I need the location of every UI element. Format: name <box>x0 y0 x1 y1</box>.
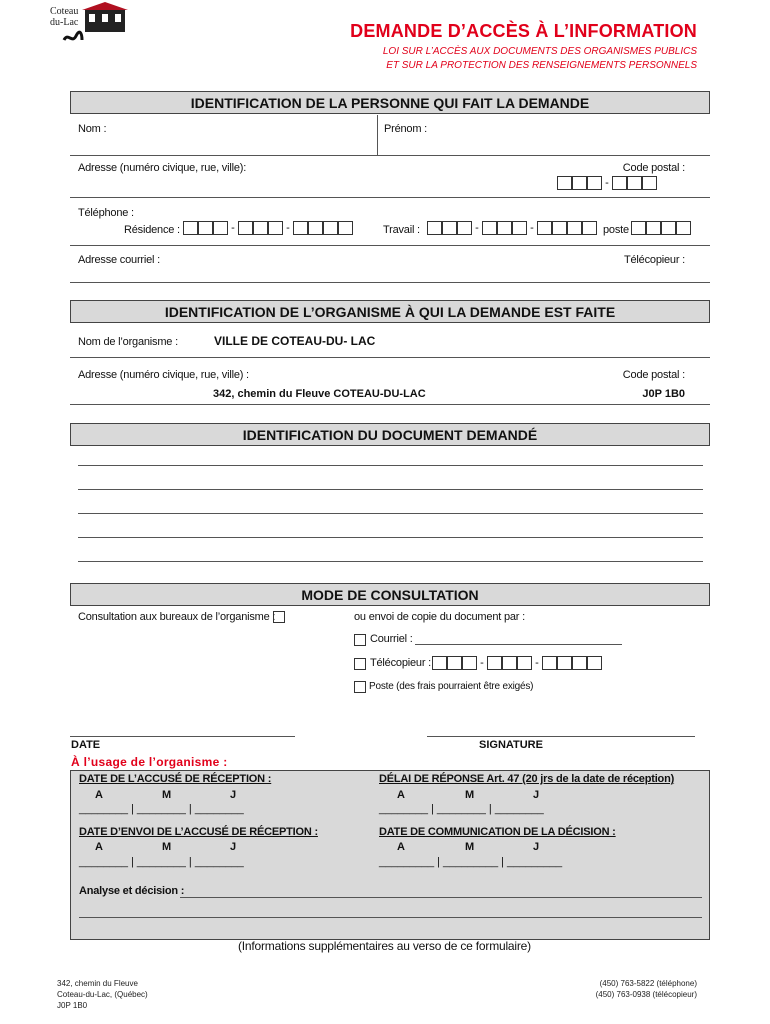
courriel-input-line[interactable] <box>415 644 622 645</box>
phone-box[interactable] <box>567 221 582 235</box>
phone-box[interactable] <box>457 221 472 235</box>
org-code-postal-value: J0P 1B0 <box>642 388 685 400</box>
telecopieur-label: Télécopieur : <box>624 254 685 266</box>
delai-date-fields[interactable]: ________ | ________ | ________ <box>379 803 544 815</box>
form-subtitle-line2: ET SUR LA PROTECTION DES RENSEIGNEMENTS PERSONNELS <box>386 60 697 71</box>
travail-label: Travail : <box>383 224 420 236</box>
city-logo <box>50 0 130 50</box>
poste-box[interactable] <box>646 221 661 235</box>
org-name-label: Nom de l’organisme : <box>78 336 178 348</box>
phone-box[interactable] <box>552 221 567 235</box>
footer-address-line2: Coteau-du-Lac, (Québec) <box>57 990 148 999</box>
poste-option-label: Poste (des frais pourraient être exigés) <box>369 681 534 692</box>
bureaux-checkbox[interactable] <box>273 611 285 623</box>
section-organization-title: IDENTIFICATION DE L’ORGANISME À QUI LA DEMANDE EST FAITE <box>70 300 710 323</box>
org-address-label: Adresse (numéro civique, rue, ville) : <box>78 369 249 381</box>
courriel-option-label: Courriel : <box>370 633 413 645</box>
date-line[interactable] <box>70 736 295 737</box>
section-requester-title: IDENTIFICATION DE LA PERSONNE QUI FAIT LA DEMANDE <box>70 91 710 114</box>
nom-label: Nom : <box>78 123 107 135</box>
residence-label: Résidence : <box>124 224 180 236</box>
telephone-row-line <box>70 245 710 246</box>
adresse-row-line <box>70 197 710 198</box>
residence-phone-input[interactable] <box>183 221 353 235</box>
j-col-label: J <box>230 789 237 801</box>
phone-box[interactable] <box>442 221 457 235</box>
telecopieur-option-label: Télécopieur : <box>370 657 431 669</box>
j-col-label: J <box>230 841 237 853</box>
fax-box[interactable] <box>542 656 557 670</box>
courriel-checkbox[interactable] <box>354 634 366 646</box>
poste-box[interactable] <box>631 221 646 235</box>
phone-box[interactable] <box>253 221 268 235</box>
footer-address <box>57 978 148 1011</box>
phone-box[interactable] <box>268 221 283 235</box>
phone-box[interactable] <box>323 221 338 235</box>
code-postal-box[interactable] <box>612 176 627 190</box>
envoi-label: ou envoi de copie du document par : <box>354 611 525 623</box>
fax-box[interactable] <box>572 656 587 670</box>
logo-text-line2: du-Lac <box>50 17 79 28</box>
org-code-postal-label: Code postal : <box>622 369 685 381</box>
phone-box[interactable] <box>338 221 353 235</box>
form-title: DEMANDE D’ACCÈS À L’INFORMATION <box>350 21 697 41</box>
phone-box[interactable] <box>238 221 253 235</box>
a-col-label: A <box>397 789 405 801</box>
phone-box[interactable] <box>582 221 597 235</box>
telecopieur-input[interactable] <box>432 656 602 670</box>
dash-separator: - <box>286 222 290 234</box>
communication-label: DATE DE COMMUNICATION DE LA DÉCISION : <box>379 826 616 838</box>
phone-box[interactable] <box>293 221 308 235</box>
footer-address-line1: 342, chemin du Fleuve <box>57 979 138 988</box>
phone-box[interactable] <box>497 221 512 235</box>
document-line-1[interactable] <box>78 465 703 466</box>
poste-box[interactable] <box>676 221 691 235</box>
delai-reponse-label: DÉLAI DE RÉPONSE Art. 47 (20 jrs de la date de réception) <box>379 773 675 785</box>
logo-wave-icon <box>62 30 84 46</box>
m-col-label: M <box>162 789 172 801</box>
analyse-line-2[interactable] <box>79 917 702 918</box>
bureaux-label: Consultation aux bureaux de l’organisme : <box>78 611 276 623</box>
m-col-label: M <box>162 841 172 853</box>
poste-checkbox[interactable] <box>354 681 366 693</box>
org-name-value: VILLE DE COTEAU-DU- LAC <box>214 334 376 348</box>
phone-box[interactable] <box>427 221 442 235</box>
footer-contact <box>596 978 697 1000</box>
signature-line[interactable] <box>427 736 695 737</box>
document-line-3[interactable] <box>78 513 703 514</box>
envoi-accuse-label: DATE D’ENVOI DE L’ACCUSÉ DE RÉCEPTION : <box>79 826 318 838</box>
fax-box[interactable] <box>447 656 462 670</box>
m-col-label: M <box>465 841 475 853</box>
fax-box[interactable] <box>587 656 602 670</box>
org-address-value: 342, chemin du Fleuve COTEAU-DU-LAC <box>213 388 426 400</box>
dash-separator: - <box>480 657 484 669</box>
fax-box[interactable] <box>432 656 447 670</box>
code-postal-box[interactable] <box>572 176 587 190</box>
poste-box[interactable] <box>661 221 676 235</box>
footer-fax: (450) 763-0938 (télécopieur) <box>595 990 697 999</box>
a-col-label: A <box>95 789 103 801</box>
m-col-label: M <box>465 789 475 801</box>
footer-phone: (450) 763-5822 (téléphone) <box>599 979 697 988</box>
fax-box[interactable] <box>502 656 517 670</box>
fax-box[interactable] <box>487 656 502 670</box>
communication-date-fields[interactable]: _________ | _________ | _________ <box>379 856 563 868</box>
dash-separator: - <box>530 222 534 234</box>
form-subtitle-line1: LOI SUR L’ACCÈS AUX DOCUMENTS DES ORGANISMES PUBLICS <box>382 46 697 57</box>
nom-row-line <box>70 155 710 156</box>
courriel-row-line <box>70 282 710 283</box>
signature-label: SIGNATURE <box>479 739 543 751</box>
phone-box[interactable] <box>512 221 527 235</box>
courriel-label: Adresse courriel : <box>78 254 160 266</box>
phone-box[interactable] <box>213 221 228 235</box>
phone-box[interactable] <box>183 221 198 235</box>
document-line-2[interactable] <box>78 489 703 490</box>
telephone-label: Téléphone : <box>78 207 134 219</box>
prenom-label: Prénom : <box>384 123 428 135</box>
analyse-line-1[interactable] <box>180 897 702 898</box>
fax-box[interactable] <box>462 656 477 670</box>
poste-label: poste <box>603 224 629 236</box>
poste-input[interactable] <box>631 221 691 235</box>
accuse-date-fields[interactable]: ________ | ________ | ________ <box>79 803 244 815</box>
a-col-label: A <box>397 841 405 853</box>
phone-box[interactable] <box>308 221 323 235</box>
code-postal-box[interactable] <box>557 176 572 190</box>
code-postal-label: Code postal : <box>622 162 685 174</box>
section-document-title: IDENTIFICATION DU DOCUMENT DEMANDÉ <box>70 423 710 446</box>
org-name-line <box>70 357 710 358</box>
j-col-label: J <box>533 789 540 801</box>
accuse-reception-label: DATE DE L’ACCUSÉ DE RÉCEPTION : <box>79 773 272 785</box>
analyse-label: Analyse et décision : <box>79 885 185 897</box>
fax-box[interactable] <box>557 656 572 670</box>
j-col-label: J <box>533 841 540 853</box>
document-line-5[interactable] <box>78 561 703 562</box>
code-postal-box[interactable] <box>587 176 602 190</box>
date-label: DATE <box>71 739 101 751</box>
phone-box[interactable] <box>537 221 552 235</box>
code-postal-box[interactable] <box>627 176 642 190</box>
dash-separator: - <box>475 222 479 234</box>
org-address-line <box>70 404 710 405</box>
nom-prenom-divider <box>377 115 378 155</box>
phone-box[interactable] <box>198 221 213 235</box>
envoi-date-fields[interactable]: ________ | ________ | ________ <box>79 856 244 868</box>
adresse-label: Adresse (numéro civique, rue, ville): <box>78 162 247 174</box>
fax-box[interactable] <box>517 656 532 670</box>
document-line-4[interactable] <box>78 537 703 538</box>
section-consultation-title: MODE DE CONSULTATION <box>70 583 710 606</box>
dash-separator: - <box>535 657 539 669</box>
code-postal-box[interactable] <box>642 176 657 190</box>
logo-text-line1: Coteau <box>50 6 79 17</box>
code-postal-input[interactable] <box>557 176 657 190</box>
footer-address-line3: J0P 1B0 <box>57 1001 88 1010</box>
dash-separator: - <box>605 177 609 189</box>
logo-building-icon <box>80 0 130 34</box>
telecopieur-checkbox[interactable] <box>354 658 366 670</box>
verso-note: (Informations supplémentaires au verso de ce formulaire) <box>238 939 531 953</box>
dash-separator: - <box>231 222 235 234</box>
phone-box[interactable] <box>482 221 497 235</box>
work-phone-input[interactable] <box>427 221 597 235</box>
org-use-heading: À l’usage de l’organisme : <box>71 755 228 769</box>
a-col-label: A <box>95 841 103 853</box>
